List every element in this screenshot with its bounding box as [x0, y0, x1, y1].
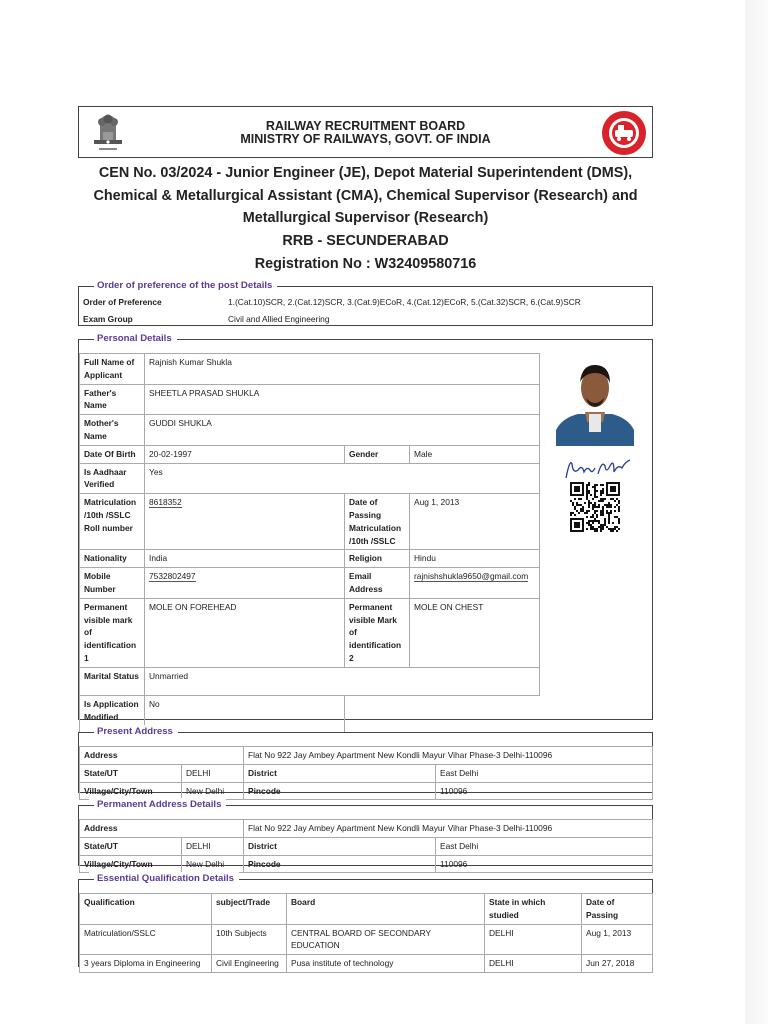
table-row: [79, 311, 652, 328]
table-row: [80, 415, 540, 446]
table-header-row: [80, 894, 653, 925]
table-cell: DELHI: [182, 764, 244, 782]
indian-railways-logo-icon: [600, 110, 648, 156]
table-cell: 1.(Cat.10)SCR, 2.(Cat.12)SCR, 3.(Cat.9)ECoR, 4.(Cat.12)ECoR, 5.(Cat.32)SCR, 6.(Cat.9)SCR: [228, 297, 581, 307]
present-address-legend: Present Address: [89, 725, 178, 739]
table-cell: India: [145, 550, 345, 568]
table-row: [80, 384, 540, 415]
table-cell: New Delhi: [182, 855, 244, 873]
qr-code: [569, 482, 621, 532]
table-cell: SHEETLA PRASAD SHUKLA: [145, 384, 540, 415]
table-cell: East Delhi: [436, 764, 653, 782]
qualification-legend: Essential Qualification Details: [89, 872, 239, 886]
applicant-photo: [556, 356, 634, 446]
permanent-address-legend: Permanent Address Details: [89, 798, 226, 812]
admit-document: [78, 106, 653, 276]
column-header: Board: [287, 894, 485, 925]
table-cell: Civil Engineering: [212, 955, 287, 973]
table-cell: Date of Passing Matriculation /10th /SSLC: [345, 494, 410, 550]
board-name: RAILWAY RECRUITMENT BOARD: [265, 119, 466, 133]
table-row: [80, 924, 653, 955]
roll-number-value: 8618352: [149, 497, 182, 508]
table-cell: Pincode: [244, 855, 436, 873]
table-cell: Village/City/Town: [80, 782, 182, 800]
table-cell: Address: [80, 747, 244, 765]
title-line-2: Chemical & Metallurgical Assistant (CMA), Chemical Supervisor (Research) and: [93, 187, 638, 204]
table-row: [80, 598, 540, 667]
table-cell: 20-02-1997: [145, 445, 345, 463]
qualification-section: [78, 873, 653, 969]
document-header: [78, 106, 653, 158]
table-cell: Father's Name: [80, 384, 145, 415]
table-cell: Matriculation /10th /SSLC Roll number: [80, 494, 145, 550]
table-cell: Aug 1, 2013: [410, 494, 540, 550]
column-header: State in which studied: [485, 894, 582, 925]
title-line-3: Metallurgical Supervisor (Research): [242, 210, 489, 226]
column-header: Qualification: [80, 894, 212, 925]
table-cell: Hindu: [410, 550, 540, 568]
table-row: [80, 855, 653, 873]
column-header: Date of Passing: [582, 894, 653, 925]
table-row: [80, 747, 653, 765]
qualification-table: [79, 893, 653, 973]
table-cell: Flat No 922 Jay Ambey Apartment New Kondli Mayur Vihar Phase-3 Delhi-110096: [244, 747, 653, 765]
post-details-legend: Order of preference of the post Details: [89, 279, 277, 293]
table-row: [80, 955, 653, 973]
page-edge-shadow: [745, 0, 768, 1024]
table-cell: MOLE ON CHEST: [410, 598, 540, 667]
table-row: [80, 463, 540, 494]
table-row: [80, 550, 540, 568]
table-cell: State/UT: [80, 837, 182, 855]
post-details-section: [78, 280, 653, 326]
table-cell: Address: [80, 820, 244, 838]
table-cell: Pincode: [244, 782, 436, 800]
table-cell: [410, 568, 540, 599]
table-cell: District: [244, 837, 436, 855]
table-cell: DELHI: [485, 924, 582, 955]
table-row: [80, 494, 540, 550]
table-cell: Is Application Modified: [80, 695, 145, 739]
email-value: rajnishshukla9650@gmail.com: [414, 571, 529, 582]
table-cell: Date Of Birth: [80, 445, 145, 463]
table-cell: Flat No 922 Jay Ambey Apartment New Kondli Mayur Vihar Phase-3 Delhi-110096: [244, 820, 653, 838]
table-cell: Marital Status: [80, 667, 145, 695]
table-cell: Permanent visible Mark of identification 2: [345, 598, 410, 667]
table-row: [80, 667, 540, 695]
table-cell: Exam Group: [83, 313, 133, 324]
table-cell: CENTRAL BOARD OF SECONDARY EDUCATION: [287, 924, 485, 955]
personal-details-table: [79, 353, 540, 740]
table-cell: Village/City/Town: [80, 855, 182, 873]
column-header: subject/Trade: [212, 894, 287, 925]
rrb-name: RRB - SECUNDERABAD: [282, 232, 449, 249]
table-cell: 10th Subjects: [212, 924, 287, 955]
table-cell: Matriculation/SSLC: [80, 924, 212, 955]
table-cell: 3 years Diploma in Engineering: [80, 955, 212, 973]
table-cell: Yes: [145, 463, 540, 494]
table-row: [80, 568, 540, 599]
table-cell: Civil and Allied Engineering: [228, 313, 330, 324]
table-cell: Gender: [345, 445, 410, 463]
table-cell: New Delhi: [182, 782, 244, 800]
permanent-address-table: [79, 819, 653, 873]
ministry-name: MINISTRY OF RAILWAYS, GOVT. OF INDIA: [240, 132, 491, 146]
table-cell: Full Name of Applicant: [80, 354, 145, 385]
table-cell: 110096: [436, 782, 653, 800]
table-cell: Unmarried: [145, 667, 540, 695]
table-cell: Order of Preference: [83, 297, 162, 307]
table-cell: 110096: [436, 855, 653, 873]
table-cell: MOLE ON FOREHEAD: [145, 598, 345, 667]
applicant-signature: [562, 452, 634, 484]
table-row: [80, 354, 540, 385]
table-cell: State/UT: [80, 764, 182, 782]
table-cell: Nationality: [80, 550, 145, 568]
table-cell: Mother's Name: [80, 415, 145, 446]
table-cell: Religion: [345, 550, 410, 568]
present-address-section: [78, 726, 653, 796]
table-row: [80, 837, 653, 855]
table-row: [80, 764, 653, 782]
table-cell: Male: [410, 445, 540, 463]
table-cell: DELHI: [182, 837, 244, 855]
table-row: [80, 445, 540, 463]
table-row: [79, 294, 652, 311]
title-line-1: CEN No. 03/2024 - Junior Engineer (JE), Depot Material Superintendent (DMS),: [98, 165, 633, 181]
table-cell: Rajnish Kumar Shukla: [145, 354, 540, 385]
table-cell: DELHI: [485, 955, 582, 973]
table-cell: Mobile Number: [80, 568, 145, 599]
table-cell: East Delhi: [436, 837, 653, 855]
personal-details-legend: Personal Details: [89, 332, 177, 346]
mobile-value: 7532802497: [149, 571, 196, 582]
post-details-table: [79, 294, 652, 328]
table-cell: Pusa institute of technology: [287, 955, 485, 973]
table-row: [80, 820, 653, 838]
table-cell: Aug 1, 2013: [582, 924, 653, 955]
present-address-table: [79, 746, 653, 800]
table-cell: [145, 568, 345, 599]
table-cell: Jun 27, 2018: [582, 955, 653, 973]
table-cell: District: [244, 764, 436, 782]
permanent-address-section: [78, 799, 653, 869]
table-cell: Is Aadhaar Verified: [80, 463, 145, 494]
table-cell: Permanent visible mark of identification 1: [80, 598, 145, 667]
registration-number: Registration No : W32409580716: [254, 256, 477, 272]
table-cell: [145, 494, 345, 550]
notification-title: [78, 162, 653, 276]
table-cell: No: [145, 695, 345, 739]
table-cell: Email Address: [345, 568, 410, 599]
table-cell: GUDDI SHUKLA: [145, 415, 540, 446]
